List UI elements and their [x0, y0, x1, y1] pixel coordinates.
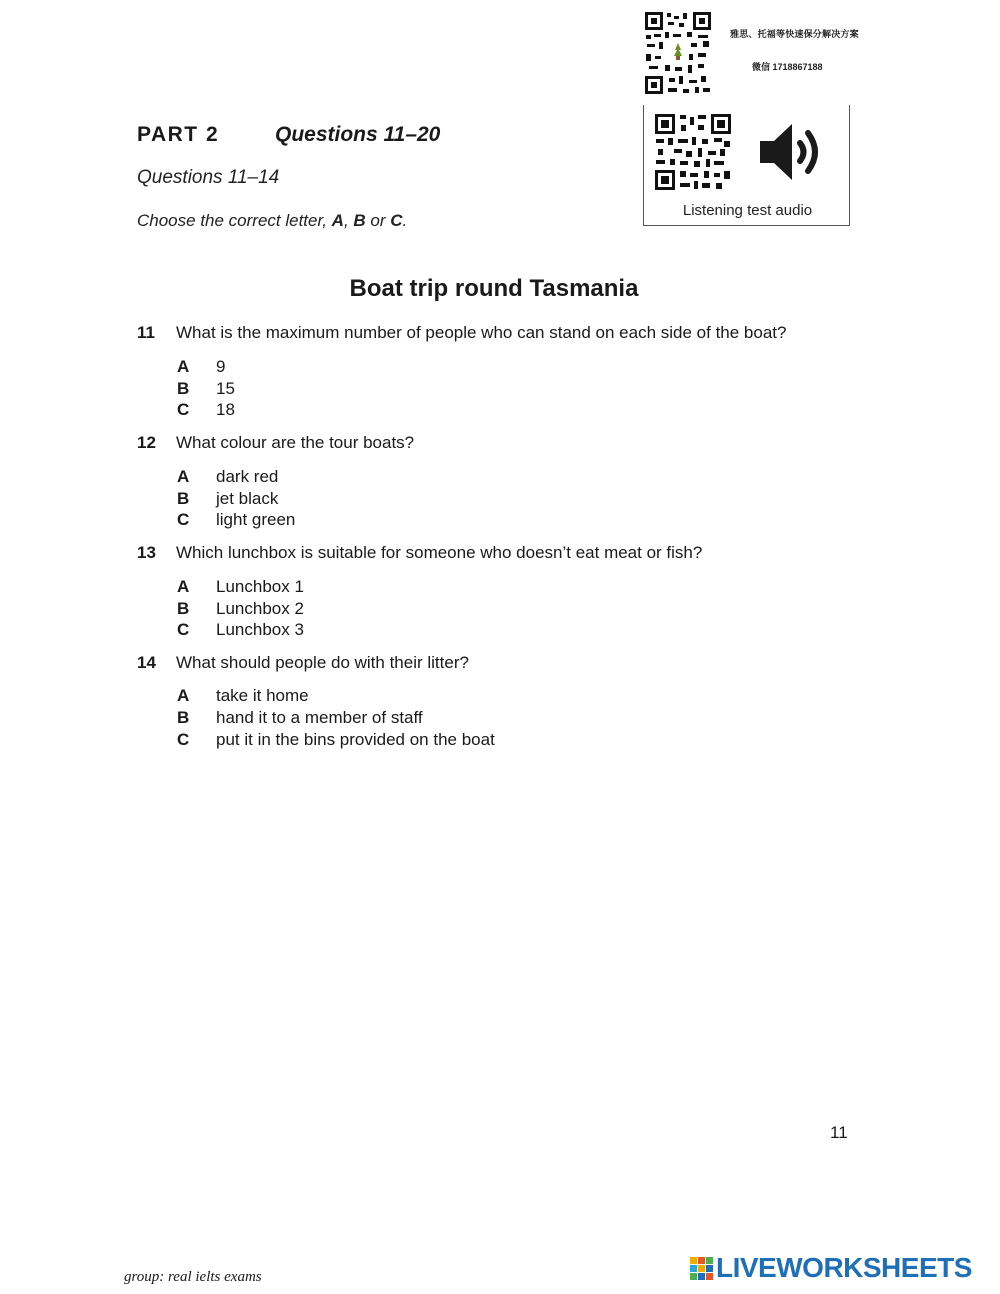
instruction-letter-b: B — [353, 211, 366, 230]
instruction-sep: , — [343, 211, 354, 230]
instruction-letter-c: C — [390, 211, 403, 230]
qr-code-icon — [643, 10, 713, 96]
section-question-range: Questions 11–14 — [137, 167, 280, 188]
option-letter: A — [177, 467, 190, 486]
page-number: 11 — [830, 1123, 848, 1142]
instruction — [137, 211, 407, 231]
speaker-icon[interactable] — [756, 119, 828, 185]
question-number: 12 — [137, 433, 156, 452]
question-text: What should people do with their litter? — [176, 653, 469, 672]
question-text: What is the maximum number of people who can stand on each side of the boat? — [176, 323, 787, 342]
option-text: take it home — [216, 686, 309, 705]
option-text: dark red — [216, 467, 279, 486]
option-text: 9 — [216, 357, 226, 376]
option-letter: B — [177, 599, 190, 618]
instruction-sep: or — [365, 211, 391, 230]
promo-contact: 微信 1718867188 — [752, 62, 823, 72]
option-text: Lunchbox 3 — [216, 620, 304, 639]
part-question-range: Questions 11–20 — [275, 123, 441, 146]
option-text: jet black — [216, 489, 279, 508]
question-text: What colour are the tour boats? — [176, 433, 415, 452]
task-title: Boat trip round Tasmania — [349, 275, 639, 302]
instruction-end: . — [402, 211, 408, 230]
option-letter: B — [177, 489, 190, 508]
footer-group-label: group: real ielts exams — [124, 1269, 262, 1285]
instruction-letter-a: A — [331, 211, 344, 230]
option-text: 15 — [216, 379, 235, 398]
promo-text: 雅思、托福等快速保分解决方案 — [730, 29, 859, 39]
option-text: put it in the bins provided on the boat — [216, 730, 495, 749]
option-letter: C — [177, 730, 190, 749]
question-number: 13 — [137, 543, 156, 562]
option-letter: A — [177, 357, 190, 376]
logo-blocks-icon — [690, 1257, 714, 1281]
audio-label: Listening test audio — [682, 202, 813, 219]
audio-box[interactable] — [643, 105, 850, 226]
option-letter: A — [177, 686, 190, 705]
option-letter: A — [177, 577, 190, 596]
option-text: Lunchbox 1 — [216, 577, 304, 596]
option-letter: C — [177, 620, 190, 639]
option-text: 18 — [216, 400, 235, 419]
qr-code-icon — [654, 113, 732, 191]
question-number: 14 — [137, 653, 156, 672]
option-letter: B — [177, 708, 190, 727]
logo-text: LIVEWORKSHEETS — [716, 1252, 972, 1283]
option-text: Lunchbox 2 — [216, 599, 304, 618]
question-number: 11 — [137, 323, 155, 342]
option-letter: C — [177, 510, 190, 529]
question-text: Which lunchbox is suitable for someone who doesn’t eat meat or fish? — [176, 543, 703, 562]
option-text: light green — [216, 510, 296, 529]
option-text: hand it to a member of staff — [216, 708, 423, 727]
part-title: PART 2 — [137, 123, 220, 146]
instruction-text: Choose the correct letter, — [137, 211, 332, 230]
option-letter: B — [177, 379, 190, 398]
option-letter: C — [177, 400, 190, 419]
